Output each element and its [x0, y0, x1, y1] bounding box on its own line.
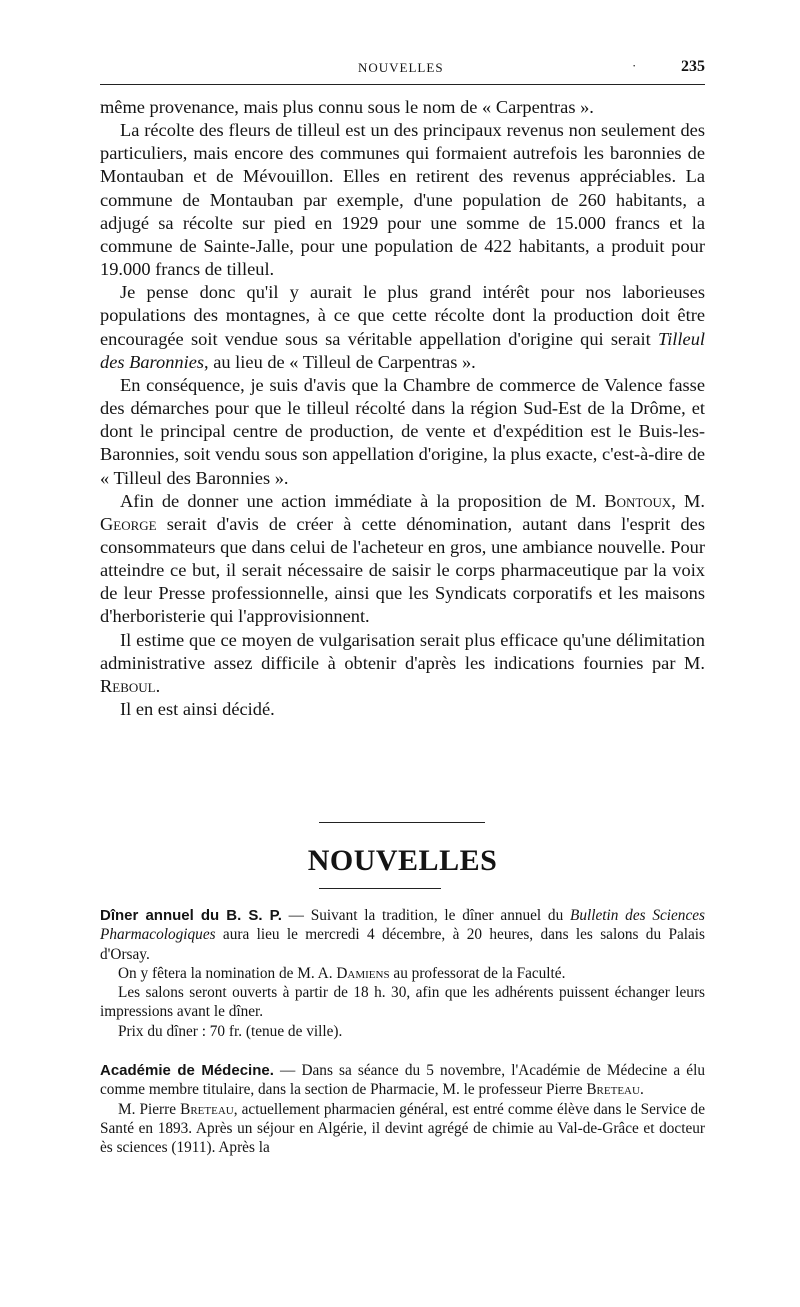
- journal-title: Bulletin des Sciences Pharmacologiques: [100, 907, 705, 944]
- news-heading-diner: Dîner annuel du B. S. P.: [100, 907, 282, 924]
- name-breteau-2: Breteau: [180, 1100, 234, 1118]
- news-diner-prix: Prix du dîner : 70 fr. (tenue de ville).: [118, 1022, 343, 1040]
- name-damiens: Damiens: [336, 964, 390, 982]
- section-separator-rule: [319, 822, 485, 823]
- name-bontoux: Bontoux: [604, 490, 672, 511]
- paragraph-appellation: Je pense donc qu'il y aurait le plus grand intérêt pour nos laborieuses populations des montagnes, à ce que cette récolte dont la production doit être encouragée soit vendue sous sa véritable appellation d'origine qui serait Tilleul des Baronnies, au lieu de « Tilleul de Carpentras ».: [100, 282, 705, 372]
- report-text: [100, 96, 705, 721]
- header-separator: ·: [632, 58, 637, 73]
- paragraph-proposition: Afin de donner une action immédiate à la proposition de M. Bontoux, M. George serait d'avis de créer à cette dénomination, autant dans l'esprit des consommateurs que dans celui de l'acheteur en gros, une ambiance nouvelle. Pour atteindre ce but, il serait nécessaire de saisir le corps pharmaceutique par la voix de leur Presse professionnelle, ainsi que les Syndicats corporatifs et les maisons d'herboristerie qui l'approvisionnent.: [100, 490, 705, 627]
- page-number: 235: [681, 58, 705, 75]
- news-diner-annuel: Dîner annuel du B. S. P. — Suivant la tradition, le dîner annuel du Bulletin des Sciences Pharmacologiques aura lieu le mercredi 4 décembre, à 20 heures, dans les salons du Palais d'Orsay.: [100, 907, 705, 963]
- paragraph-vulgarisation: Il estime que ce moyen de vulgarisation serait plus efficace qu'une délimitation administrative assez difficile à obtenir d'après les indications fournies par M. Reboul.: [100, 629, 705, 696]
- paragraph-consequence: En conséquence, je suis d'avis que la Chambre de commerce de Valence fasse des démarches pour que le tilleul récolté dans la région Sud-Est de la Drôme, et dont le principal centre de production, de vente et d'expédition est le Buis-les-Baronnies, soit vendu sous son appellation d'origine, la plus exacte, c'est-à-dire de « Tilleul des Baronnies ».: [100, 374, 705, 488]
- news-spacer: [100, 1041, 705, 1061]
- news-heading-academie: Académie de Médecine.: [100, 1062, 274, 1080]
- page-header: [100, 58, 705, 80]
- paragraph-decision: Il en est ainsi décidé.: [120, 699, 275, 720]
- name-reboul: Reboul: [100, 675, 156, 696]
- name-breteau: Breteau: [586, 1081, 640, 1099]
- news-academie-biographie: M. Pierre Breteau, actuellement pharmacien général, est entré comme élève dans le Service de Santé en 1893. Après un séjour en Algérie, il devint agrégé de chimie au Val-de-Grâce et docteur ès sciences (1911). Après la: [100, 1100, 706, 1157]
- italic-tilleul-des-baronnies: Tilleul des Baronnies: [100, 328, 705, 372]
- running-head: NOUVELLES: [358, 60, 444, 75]
- paragraph-continuation: même provenance, mais plus connu sous le nom de « Carpentras ».: [100, 97, 594, 117]
- news-diner-nomination: On y fêtera la nomination de M. A. Damiens au professorat de la Faculté.: [118, 964, 566, 982]
- section-title: NOUVELLES: [307, 844, 498, 877]
- name-george: George: [100, 513, 157, 534]
- section-title-underline: [319, 888, 441, 889]
- paragraph-tilleul-revenus: La récolte des fleurs de tilleul est un des principaux revenus non seulement des particuliers, mais encore des communes qui formaient autrefois les baronnies de Montauban et de Mévouillon. Elles en retirent des revenus appréciables. La commune de Montauban par exemple, d'une population de 260 habitants, a adjugé sa récolte sur pied en 1929 pour une somme de 15.000 francs et la commune de Sainte-Jalle, pour une population de 422 habitants, a produit pour 19.000 francs de tilleul.: [100, 120, 705, 280]
- news-diner-salons: Les salons seront ouverts à partir de 18 h. 30, afin que les adhérents puissent échanger leurs impressions avant le dîner.: [100, 984, 705, 1021]
- news-section: [100, 906, 705, 1158]
- news-academie-medecine: Académie de Médecine. — Dans sa séance du 5 novembre, l'Académie de Médecine a élu comme membre titulaire, dans la section de Pharmacie, M. le professeur Pierre Breteau.: [100, 1062, 705, 1099]
- header-rule: [100, 84, 705, 85]
